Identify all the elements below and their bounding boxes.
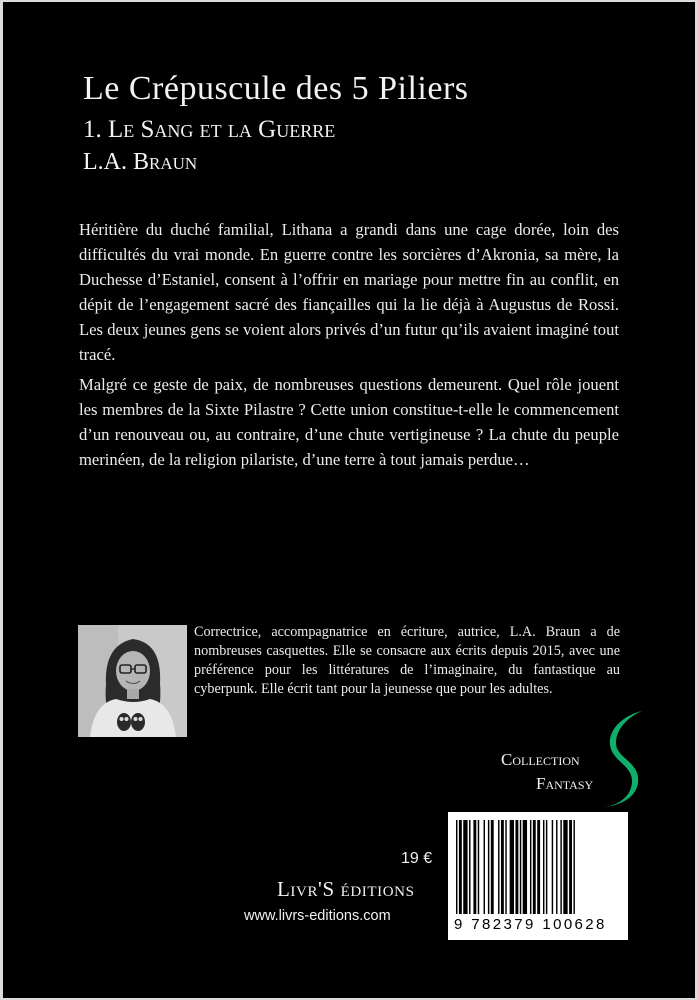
- isbn-barcode: [448, 812, 628, 940]
- back-cover: [3, 2, 695, 998]
- collection-s-logo: [598, 707, 648, 811]
- blurb-paragraph-2: Malgré ce geste de paix, de nombreuses questions demeurent. Quel rôle jouent les membres de la Sixte Pilastre ? Cette union constitue-t-elle le commencement d’un renouveau ou, au contraire, d’une chute vertigineuse ? La chute du peuple merinéen, de la religion pilariste, d’une terre à tout jamais perdue…: [79, 375, 619, 469]
- author-bio: Correctrice, accompagnatrice en écriture, autrice, L.A. Braun a de nombreuses casquettes. Elle se consacre aux écrits depuis 2015, avec une préférence pour les littératures de l’imaginaire, du fantastique au cyberpunk. Elle écrit tant pour la jeunesse que pour les adultes.: [194, 624, 620, 697]
- author-photo: [78, 625, 187, 737]
- book-subtitle: 1. Le Sang et la Guerre: [83, 116, 336, 143]
- author-name: L.A. Braun: [83, 149, 198, 175]
- book-title: Le Crépuscule des 5 Piliers: [83, 70, 469, 107]
- publisher-website: www.livrs-editions.com: [244, 908, 391, 924]
- barcode-bars: [456, 820, 620, 914]
- collection-label: Collection: [501, 750, 580, 769]
- collection-genre: Fantasy: [536, 774, 594, 793]
- barcode-digits: 9 782379 100628: [454, 916, 607, 933]
- blurb-paragraph-1: Héritière du duché familial, Lithana a grandi dans une cage dorée, loin des difficultés du vrai monde. En guerre contre les sorcières d’Akronia, sa mère, la Duchesse d’Estaniel, consent à l’offrir en mariage pour mettre fin au conflit, en dépit de l’engagement sacré des fiançailles qui la lie déjà à Augustus de Rossi. Les deux jeunes gens se voient alors privés d’un futur qu’ils avaient imaginé tout tracé.: [79, 220, 619, 364]
- price-label: 19 €: [401, 850, 433, 867]
- publisher-name: Livr'S éditions: [277, 877, 415, 901]
